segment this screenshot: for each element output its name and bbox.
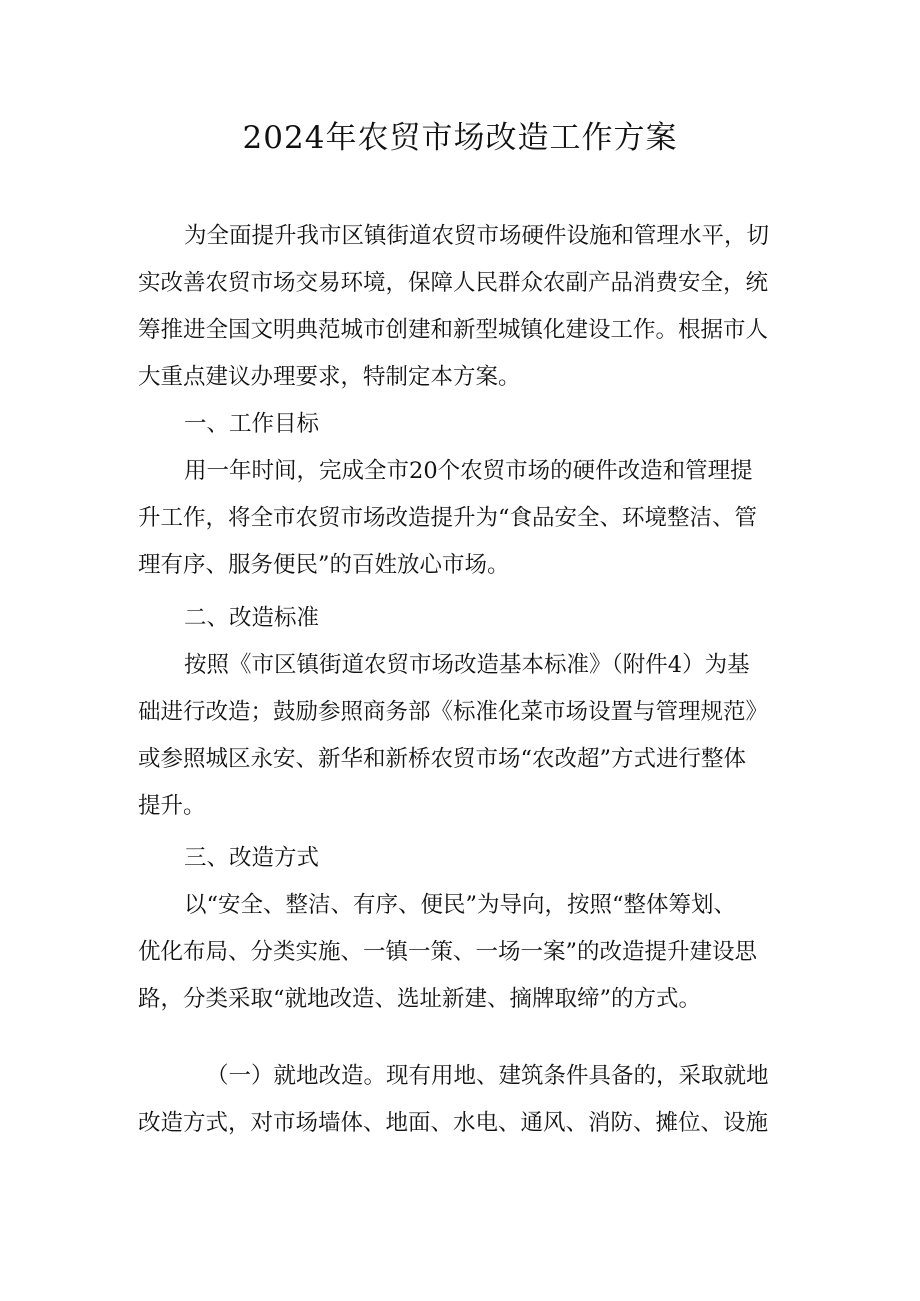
section2-line: 或参照城区永安、新华和新桥农贸市场“农改超”方式进行整体 [138, 746, 747, 772]
document-title: 2024年农贸市场改造工作方案 [242, 120, 678, 156]
section2-heading: 二、改造标准 [184, 605, 320, 631]
subsection1-line: 改造方式，对市场墙体、地面、水电、通风、消防、摊位、设施 [138, 1110, 769, 1136]
section1-line: 升工作，将全市农贸市场改造提升为“食品安全、环境整洁、管 [138, 505, 758, 531]
intro-line: 筹推进全国文明典范城市创建和新型城镇化建设工作。根据市人 [138, 317, 769, 343]
section1-heading: 一、工作目标 [184, 411, 320, 437]
intro-paragraph [138, 213, 786, 401]
section2-paragraph [138, 642, 786, 830]
intro-line: 为全面提升我市区镇街道农贸市场硬件设施和管理水平，切 [184, 223, 770, 249]
section3-line: 以“安全、整洁、有序、便民”为导向，按照“整体筹划、 [184, 892, 737, 918]
section1-paragraph [138, 448, 786, 589]
section1-line: 用一年时间，完成全市20个农贸市场的硬件改造和管理提 [184, 458, 753, 484]
section2-line: 按照《市区镇街道农贸市场改造基本标准》（附件4）为基 [184, 652, 750, 678]
section3-line: 优化布局、分类实施、一镇一策、一场一案”的改造提升建设思 [138, 939, 758, 965]
section2-line: 提升。 [138, 793, 206, 819]
intro-line: 大重点建议办理要求，特制定本方案。 [138, 364, 521, 390]
section1-line: 理有序、服务便民”的百姓放心市场。 [138, 552, 510, 578]
section3-heading: 三、改造方式 [184, 845, 320, 871]
section3-line: 路，分类采取“就地改造、选址新建、摘牌取缔”的方式。 [138, 986, 702, 1012]
subsection1-line: （一）就地改造。现有用地、建筑条件具备的，采取就地 [206, 1063, 769, 1089]
section2-line: 础进行改造；鼓励参照商务部《标准化菜市场设置与管理规范》 [138, 699, 769, 725]
section3-paragraph [138, 882, 786, 1023]
subsection1-paragraph [138, 1053, 786, 1147]
intro-line: 实改善农贸市场交易环境，保障人民群众农副产品消费安全，统 [138, 270, 769, 296]
